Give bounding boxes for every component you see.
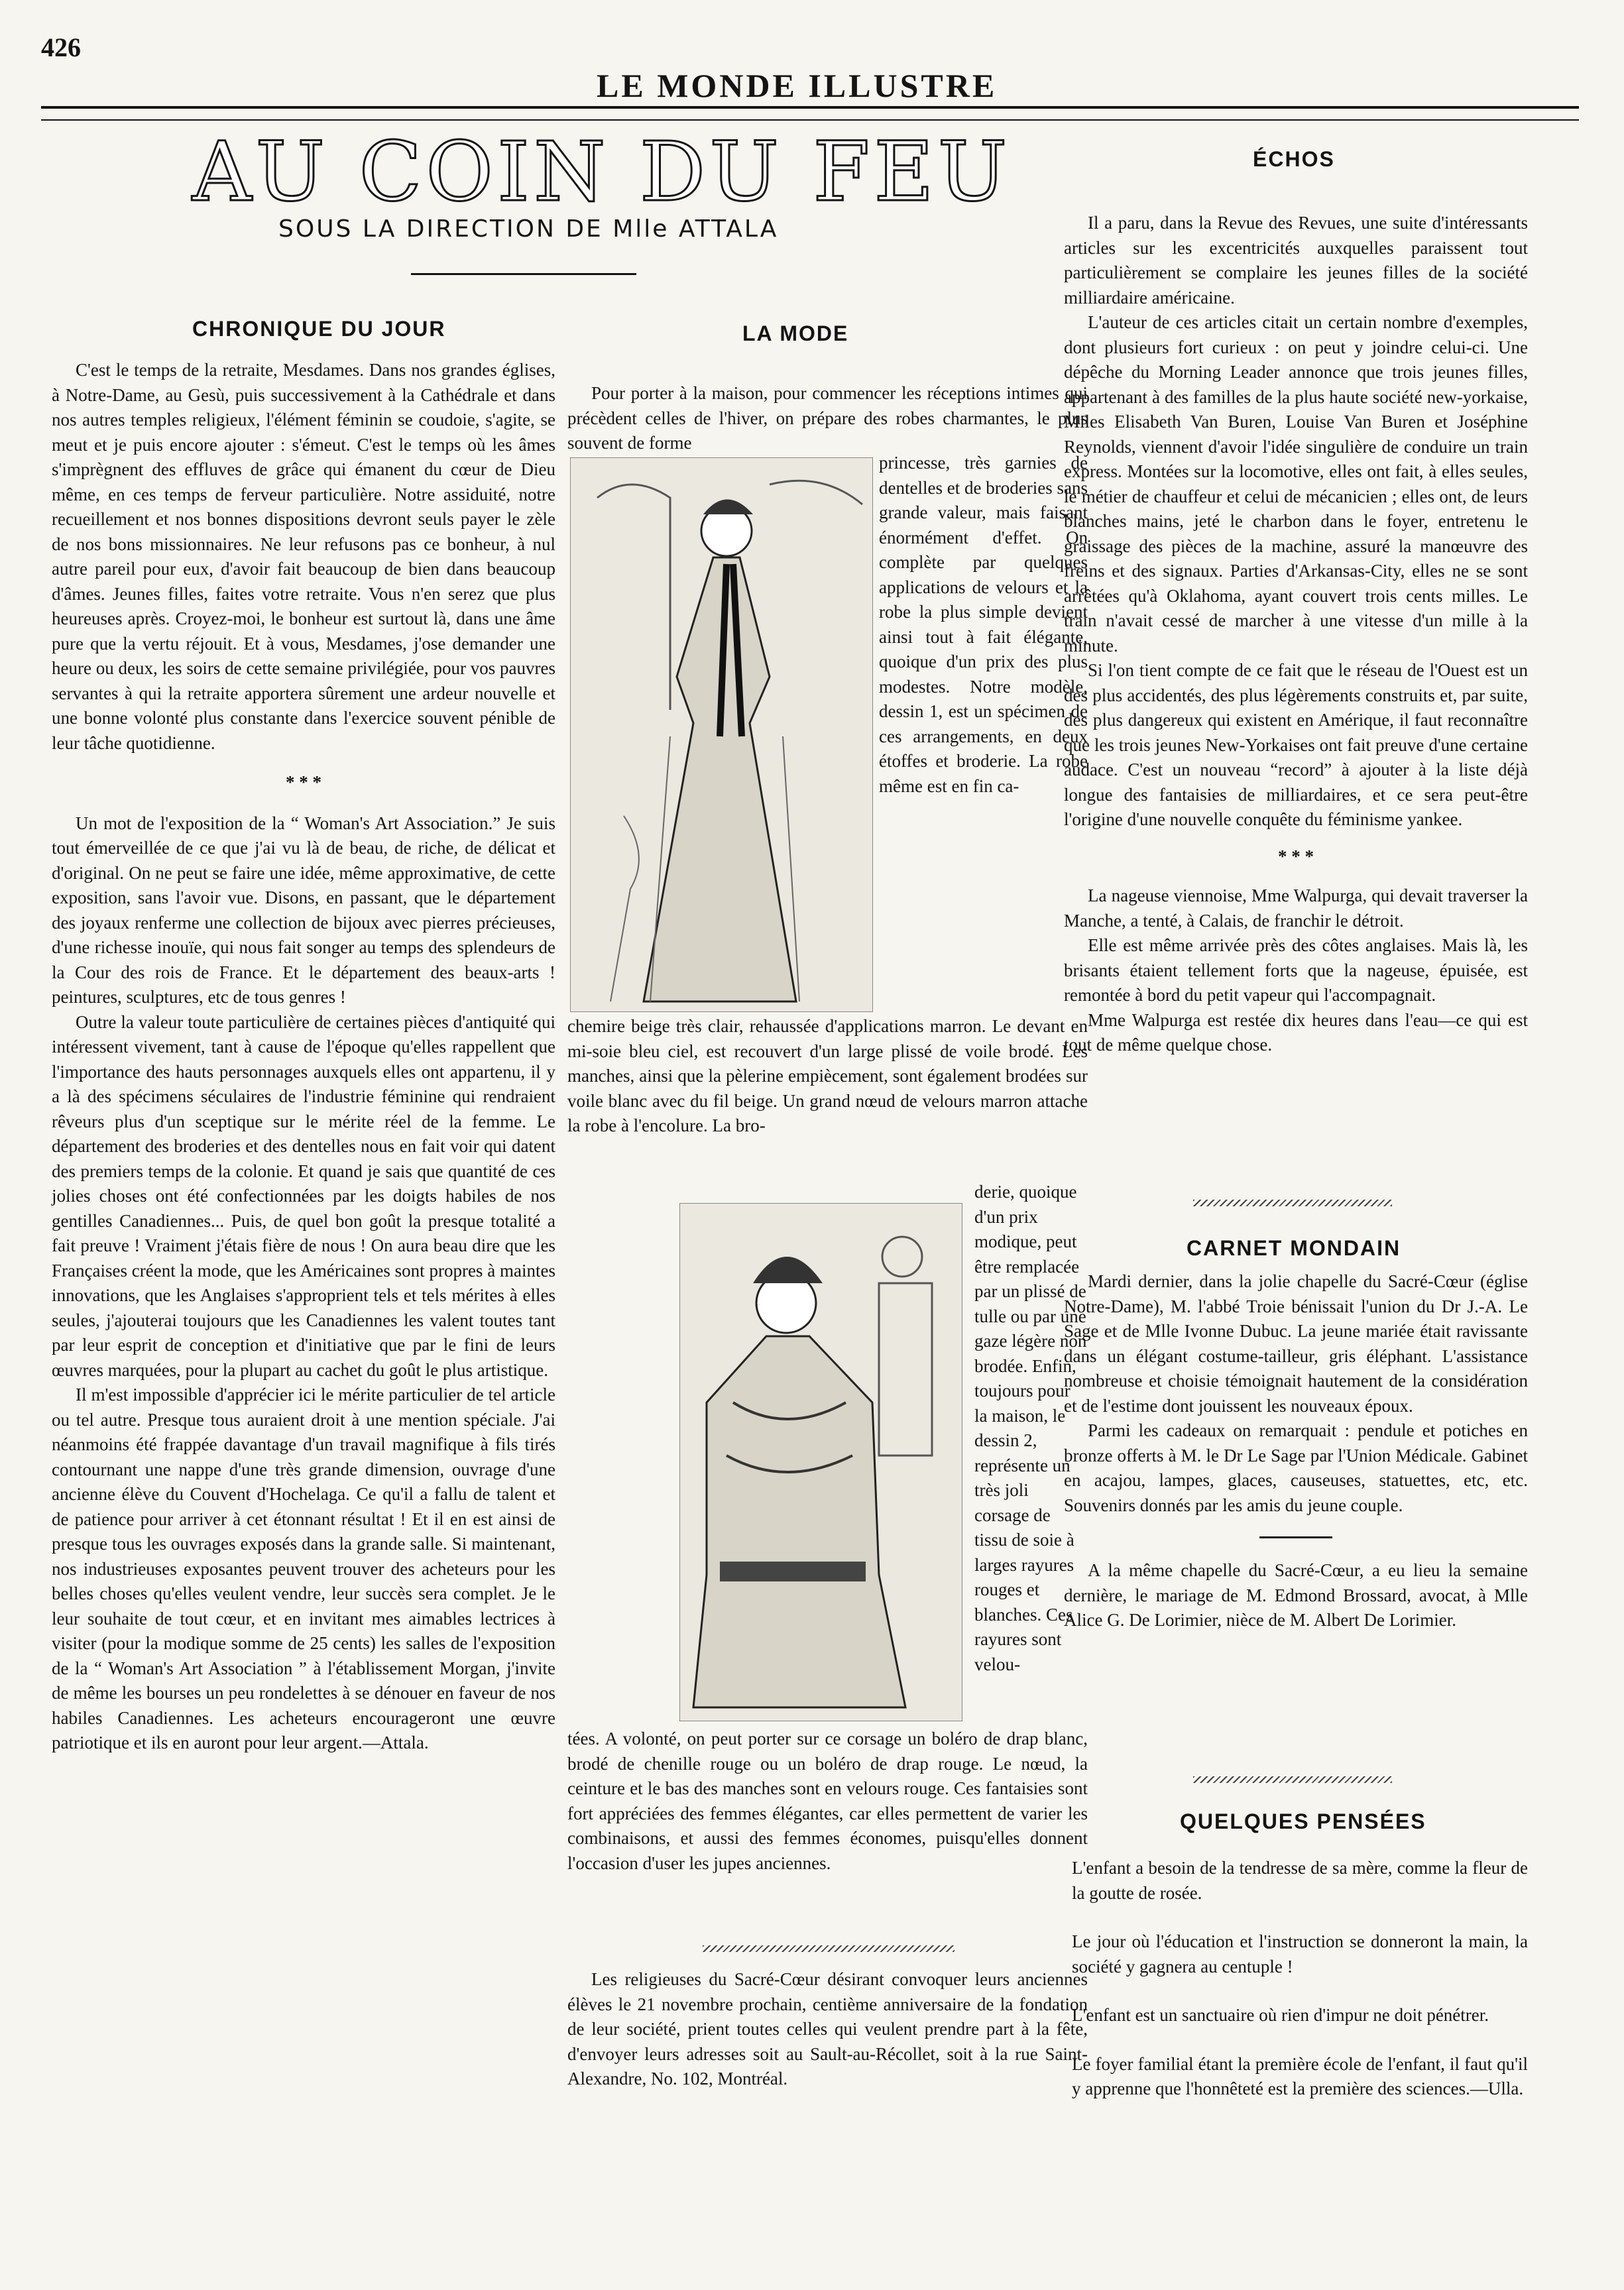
section-title: AU COIN DU FEU [192,125,1012,220]
chronique-paragraph: Outre la valeur toute particulière de certaines pièces d'antiquité qui intéressent vivement, tant à cause de l'époque qu'elles rappellent que l'importance des hauts personnages auxquels elles ont appartenu, il y a là des spécimens séculaires de l'industrie féminine qui rendraient rêveurs plus d'un sceptique sur le mérite réel de la femme. Le département des broderies et des dentelles nous en fait voir qui datent des premiers temps de la colonie. Et quand je sais que quantité de ces jolies choses ont été confectionnées par les doigts habiles de nos gentilles Canadiennes... Puis, de quel bon goût la presque totalité a fait preuve ! Vraiment j'étais fière de nous ! On aura beau dire que les Françaises créent la mode, que les Américaines sont propres à maintes innovations, que les Anglaises s'approprient tels et tels mérites à elles seules, j'ajouterai toujours que les Canadiennes les valent toutes tant par leur esprit de conception et d'initiative que par le fini de leurs œuvres marquées, pour la plupart au cachet du goût le plus artistique. [52,1011,555,1380]
pensee-item: L'enfant a besoin de la tendresse de sa mère, comme la fleur de la goutte de rosée. [1072,1858,1528,1903]
echos-heading: ÉCHOS [1253,147,1335,171]
stars-divider: * * * [1278,846,1314,866]
carnet-heading: CARNET MONDAIN [1187,1236,1401,1260]
sacre-coeur-notice: Les religieuses du Sacré-Cœur désirant convoquer leurs anciennes élèves le 21 novembre prochain, centième anniversaire de la fondation de leur société, prient toutes celles qui veulent prendre part à la fête, d'envoyer leurs adresses soit au Sault-au-Récollet, soit à la rue Saint-Alexandre, No. 102, Montréal. [567,1969,1088,2089]
dress-figure-1-icon [571,458,872,1011]
carnet-short-rule [1259,1536,1332,1538]
pensees-column [1064,1856,1528,2102]
carnet-paragraph: Mardi dernier, dans la jolie chapelle du Sacré-Cœur (église Notre-Dame), M. l'abbé Troie bénissait l'union du Dr J.-A. Le Sage et de Mlle Ivonne Dubuc. La jeune mariée était ravissante dans un élégant costume-tailleur, gris éléphant. L'assistance nombreuse et choisie témoignait hautement de la considération et de l'estime dont jouissent les nouveaux époux. [1064,1271,1528,1416]
journal-title: LE MONDE ILLUSTRE [597,67,998,104]
carnet-paragraph: A la même chapelle du Sacré-Cœur, a eu lieu la semaine dernière, le mariage de M. Edmond Brossard, avocat, à Mlle Alice G. De Lorimier, nièce de M. Albert De Lorimier. [1064,1560,1528,1630]
echos-paragraph: L'auteur de ces articles citait un certain nombre d'exemples, dont plusieurs fort curieux : on peut y joindre celui-ci. Une dépêche du Morning Leader annonce que trois jeunes filles, appartenant à des familles de la plus haute société new-yorkaise, Miles Elisabeth Van Buren, Louise Van Buren et Joséphine Reynolds, viennent d'avoir l'idée singulière de conduire un train express. Montées sur la locomotive, elles ont fait, à elles seules, le métier de chauffeur et celui de mécanicien ; elles ont, de leurs blanches mains, jeté le charbon dans le foyer, entretenu le graissage des pièces de la machine, assuré la manœuvre des freins et des signaux. Parties d'Arkansas-City, elles ne se sont arrêtées qu'à Oklahoma, ayant couvert trois cents milles. Le train n'avait cessé de marcher à une vitesse d'un mille à la minute. [1064,312,1528,656]
header-rule [41,106,1579,121]
mode-text: derie, quoique d'un prix modique, peut être remplacée par un plissé de tulle ou par une gaze légère non brodée. Enfin, toujours pour la maison, le dessin 2, représente un très joli corsage de tissu de soie à larges rayures rouges et blanches. Ces rayures sont velou- [974,1182,1087,1674]
chronique-paragraph: Un mot de l'exposition de la “ Woman's Art Association.” Je suis tout émerveillée de ce que j'ai vu là de beau, de riche, de délicat et d'original. On ne peut se faire une idée, même approximative, de cette exposition, sans l'avoir vue. Disons, en passant, que le département des joyaux renferme une collection de bijoux avec pierres précieuses, d'une richesse inouïe, qui nous fait songer au temps des splendeurs de la Cour des rois de France. Et le département des beaux-arts ! peintures, sculptures, etc de tous genres ! [52,813,555,1007]
notice-wavy-rule [703,1945,955,1952]
dress-figure-2-icon [680,1204,962,1721]
pensee-item: Le jour où l'éducation et l'instruction se donneront la main, la société y gagnera au centuple ! [1072,1931,1528,1976]
carnet-paragraph: Parmi les cadeaux on remarquait : pendule et potiches en bronze offerts à M. le Dr Le Sage par l'Union Médicale. Gabinet en acajou, lampes, glaces, causeuses, statuettes, etc, etc. Souvenirs donnés par les amis du jeune couple. [1064,1420,1528,1515]
pensee-item: Le foyer familial étant la première école de l'enfant, il faut qu'il y apprenne que l'honnêteté est la première des sciences.—Ulla. [1072,2053,1528,2098]
pensees-wavy-rule [1193,1776,1392,1783]
mode-notice [567,1967,1088,2092]
pensees-heading: QUELQUES PENSÉES [1180,1809,1426,1833]
mode-intro-text: Pour porter à la maison, pour commencer les réceptions intimes qui précèdent celles de l'hiver, on prépare des robes charmantes, le plus souvent de forme [567,383,1088,453]
carnet-wavy-rule [1193,1200,1392,1206]
mode-heading: LA MODE [742,321,849,345]
stars-divider: * * * [286,772,321,792]
echos-paragraph: Mme Walpurga est restée dix heures dans l'eau—ce qui est tout de même quelque chose. [1064,1009,1528,1055]
echos-paragraph: Elle est même arrivée près des côtes anglaises. Mais là, les brisants étaient tellement forts que la nageuse, épuisée, est remontée à bord du petit vapeur qui l'accompagnait. [1064,935,1528,1005]
chronique-paragraph: Il m'est impossible d'apprécier ici le mérite particulier de tel article ou tel autre. Presque tous auraient droit à une mention spéciale. J'ai néanmoins été frappée davantage d'un travail magnifique à fils tirés contournant une nappe d'une très grande dimension, ouvrage d'une ancienne élève du Couvent d'Hochelaga. Ce qu'il a fallu de talent et de patience pour arriver à cet étonnant résultat ! Et il en est ainsi de presque tous les ouvrages exposés dans la grande salle. Si maintenant, nos industrieuses exposantes peuvent trouver des acheteurs pour les belles choses qu'elles veulent vendre, leur succès sera complet. Je le leur souhaite de tout cœur, et en invitant mes aimables lectrices à visiter (pour la modique somme de 25 cents) les salles de l'exposition de la “ Woman's Art Association ” à l'établissement Morgan, j'invite de même les bourses un peu rondelettes à se dénouer en faveur de nos habiles Canadiennes. Les acheteurs encourageront une œuvre patriotique et ils en auront pour leur argent.—Attala. [52,1385,555,1752]
echos-paragraph: Il a paru, dans la Revue des Revues, une suite d'intéressants articles sur les excentricités auxquelles paraissent tout particulièrement se complaire les jeunes filles de la société milliardaire américaine. [1064,213,1528,308]
carnet-column [1064,1269,1528,1633]
title-rule [411,273,636,275]
mode-below-figure-1 [567,1014,1088,1139]
pensee-item: L'enfant est un sanctuaire où rien d'impur ne doit pénétrer. [1072,2005,1489,2025]
section-direction: SOUS LA DIRECTION DE Mlle ATTALA [278,215,779,243]
mode-text: chemire beige très clair, rehaussée d'applications marron. Le devant en mi-soie bleu ciel, est recouvert d'un large plissé de voile brodé. Les manches, ainsi que la pèlerine empiècement, sont également brodées sur voile blanc avec du fil beige. Un grand nœud de velours marron attache la robe à l'encolure. La bro- [567,1016,1088,1135]
fashion-illustration-2-frame [679,1203,962,1721]
echos-paragraph: La nageuse viennoise, Mme Walpurga, qui devait traverser la Manche, a tenté, à Calais, de franchir le détroit. [1064,886,1528,931]
chronique-paragraph: C'est le temps de la retraite, Mesdames. Dans nos grandes églises, à Notre-Dame, au Gesù, puis successivement à la Cathédrale et dans nos autres temples religieux, l'élément féminin se coudoie, s'agite, se meut et je puis encore ajouter : s'émeut. C'est le temps où les âmes s'imprègnent des effluves de grâce qui émanent du cœur de Dieu même, en ces temps de ferveur particulière. Notre assiduité, notre recueillement et nos bonnes dispositions devront seuls payer le zèle de nos bons missionnaires. Ne leur refusons pas ce bonheur, à nul autre pareil pour eux, d'avoir fait beaucoup de bien dans beaucoup d'âmes. Jeunes filles, faites votre retraite. Vous n'en serez que plus heureuses après. Croyez-moi, le bonheur est surtout là, dans une âme pure que la vertu réjouit. Et à vous, Mesdames, j'ose demander une heure ou deux, les soirs de cette semaine privilégiée, pour vos pauvres servantes à qui la retraite apportera sûrement une ardeur nouvelle et une bonne volonté plus constante dans l'exercice souvent pénible de leur tâche quotidienne. [52,360,555,753]
mode-text: tées. A volonté, on peut porter sur ce corsage un boléro de drap blanc, brodé de chenille rouge ou un boléro de drap rouge. Le nœud, la ceinture et le bas des manches sont en velours rouge. Ces fantaisies sont fort appréciées des femmes élégantes, car elles permettent de varier les combinaisons, et aussi des femmes économes, puisqu'elles donnent l'occasion d'user les jupes anciennes. [567,1729,1088,1873]
mode-text: princesse, très garnies de dentelles et de broderies sans grande valeur, mais faisant énormément d'effet. On complète par quelques applications de velours et la robe la plus simple devient ainsi tout à fait élégante, quoique d'un prix des plus modestes. Notre modèle, dessin 1, est un spécimen de ces arrangements, en deux étoffes et broderie. La robe même est en fin ca- [879,453,1088,796]
chronique-column [52,358,555,1756]
chronique-heading: CHRONIQUE DU JOUR [192,317,446,341]
echos-column [1064,211,1528,1058]
page-number: 426 [41,32,81,62]
fashion-illustration-1 [570,457,873,1012]
mode-below-figure-2 [567,1727,1088,1876]
mode-beside-figure-1 [879,451,1088,799]
mode-intro [567,381,1088,456]
echos-paragraph: Si l'on tient compte de ce fait que le réseau de l'Ouest est un des plus accidentés, des plus légèrements construits et, par suite, des plus dangereux qui existent en Amérique, il faut reconnaître que les trois jeunes New-Yorkaises ont fait preuve d'une certaine audace. C'est un nouveau “record” à ajouter à la liste déjà longue des fantaisies de milliardaires, et ce sera peut-être l'origine d'une nouvelle conquête du féminisme yankee. [1064,660,1528,829]
